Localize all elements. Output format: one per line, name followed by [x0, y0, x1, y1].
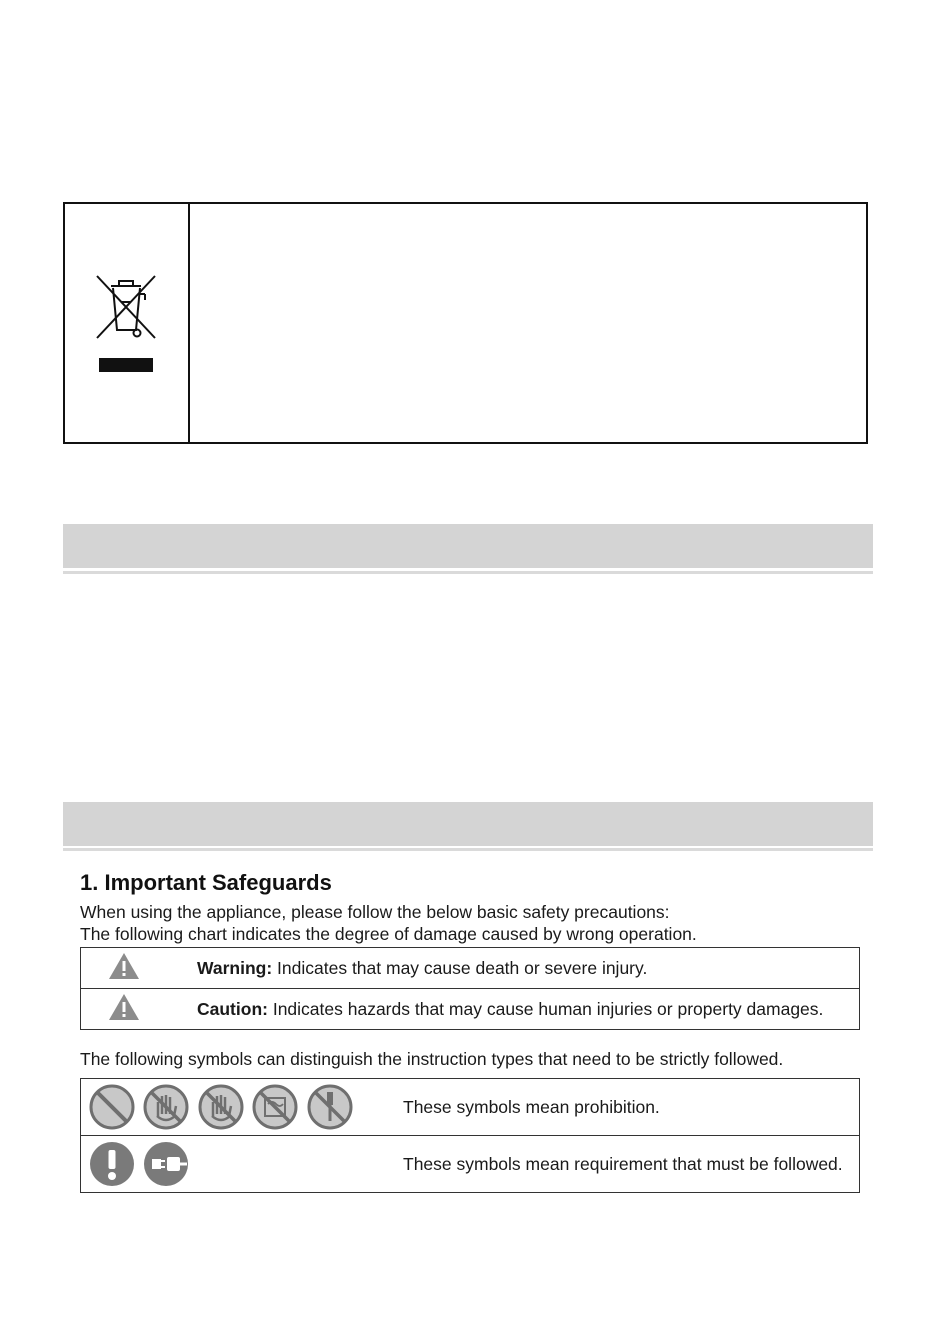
section-rule: [63, 571, 873, 574]
icon-cell: [81, 989, 198, 1030]
symbol-meaning: These symbols mean requirement that must be followed.: [403, 1136, 860, 1193]
level-label: Caution:: [197, 998, 268, 1019]
no-touch-icon: [198, 1084, 244, 1130]
caution-triangle-icon: [107, 992, 141, 1022]
danger-level-table: [80, 947, 860, 1030]
table-row: [81, 1079, 860, 1136]
prohibition-icons: [81, 1079, 404, 1136]
crossed-out-wheelie-bin-icon: [93, 272, 159, 376]
mandatory-exclamation-icon: [89, 1141, 135, 1187]
intro-line: When using the appliance, please follow the below basic safety precautions:: [80, 902, 670, 922]
level-label: Warning:: [197, 957, 273, 978]
weee-notice-box: [63, 202, 868, 444]
warning-triangle-icon: [107, 951, 141, 981]
section-heading: 1. Important Safeguards: [80, 870, 332, 895]
section-band: [63, 802, 873, 846]
section-band: [63, 524, 873, 568]
table-row: [81, 948, 860, 989]
symbol-meaning: These symbols mean prohibition.: [403, 1079, 860, 1136]
no-disassembly-icon: [307, 1084, 353, 1130]
level-description: [197, 948, 860, 989]
unplug-icon: [143, 1141, 189, 1187]
table-row: [81, 989, 860, 1030]
no-water-icon: [252, 1084, 298, 1130]
symbols-intro: The following symbols can distinguish the instruction types that need to be strictly followed.: [80, 1049, 784, 1069]
icon-cell: [81, 948, 198, 989]
weee-text-cell: [190, 204, 866, 442]
section-rule: [63, 848, 873, 851]
level-text: Indicates hazards that may cause human injuries or property damages.: [267, 998, 824, 1019]
no-entry-icon: [89, 1084, 135, 1130]
no-touch-wet-hands-icon: [143, 1084, 189, 1130]
level-text: Indicates that may cause death or severe injury.: [272, 957, 648, 978]
intro-line: The following chart indicates the degree of damage caused by wrong operation.: [80, 924, 697, 944]
symbol-table: [80, 1078, 860, 1193]
level-description: [197, 989, 860, 1030]
requirement-icons: [81, 1136, 404, 1193]
table-row: [81, 1136, 860, 1193]
weee-icon-cell: [65, 204, 190, 442]
